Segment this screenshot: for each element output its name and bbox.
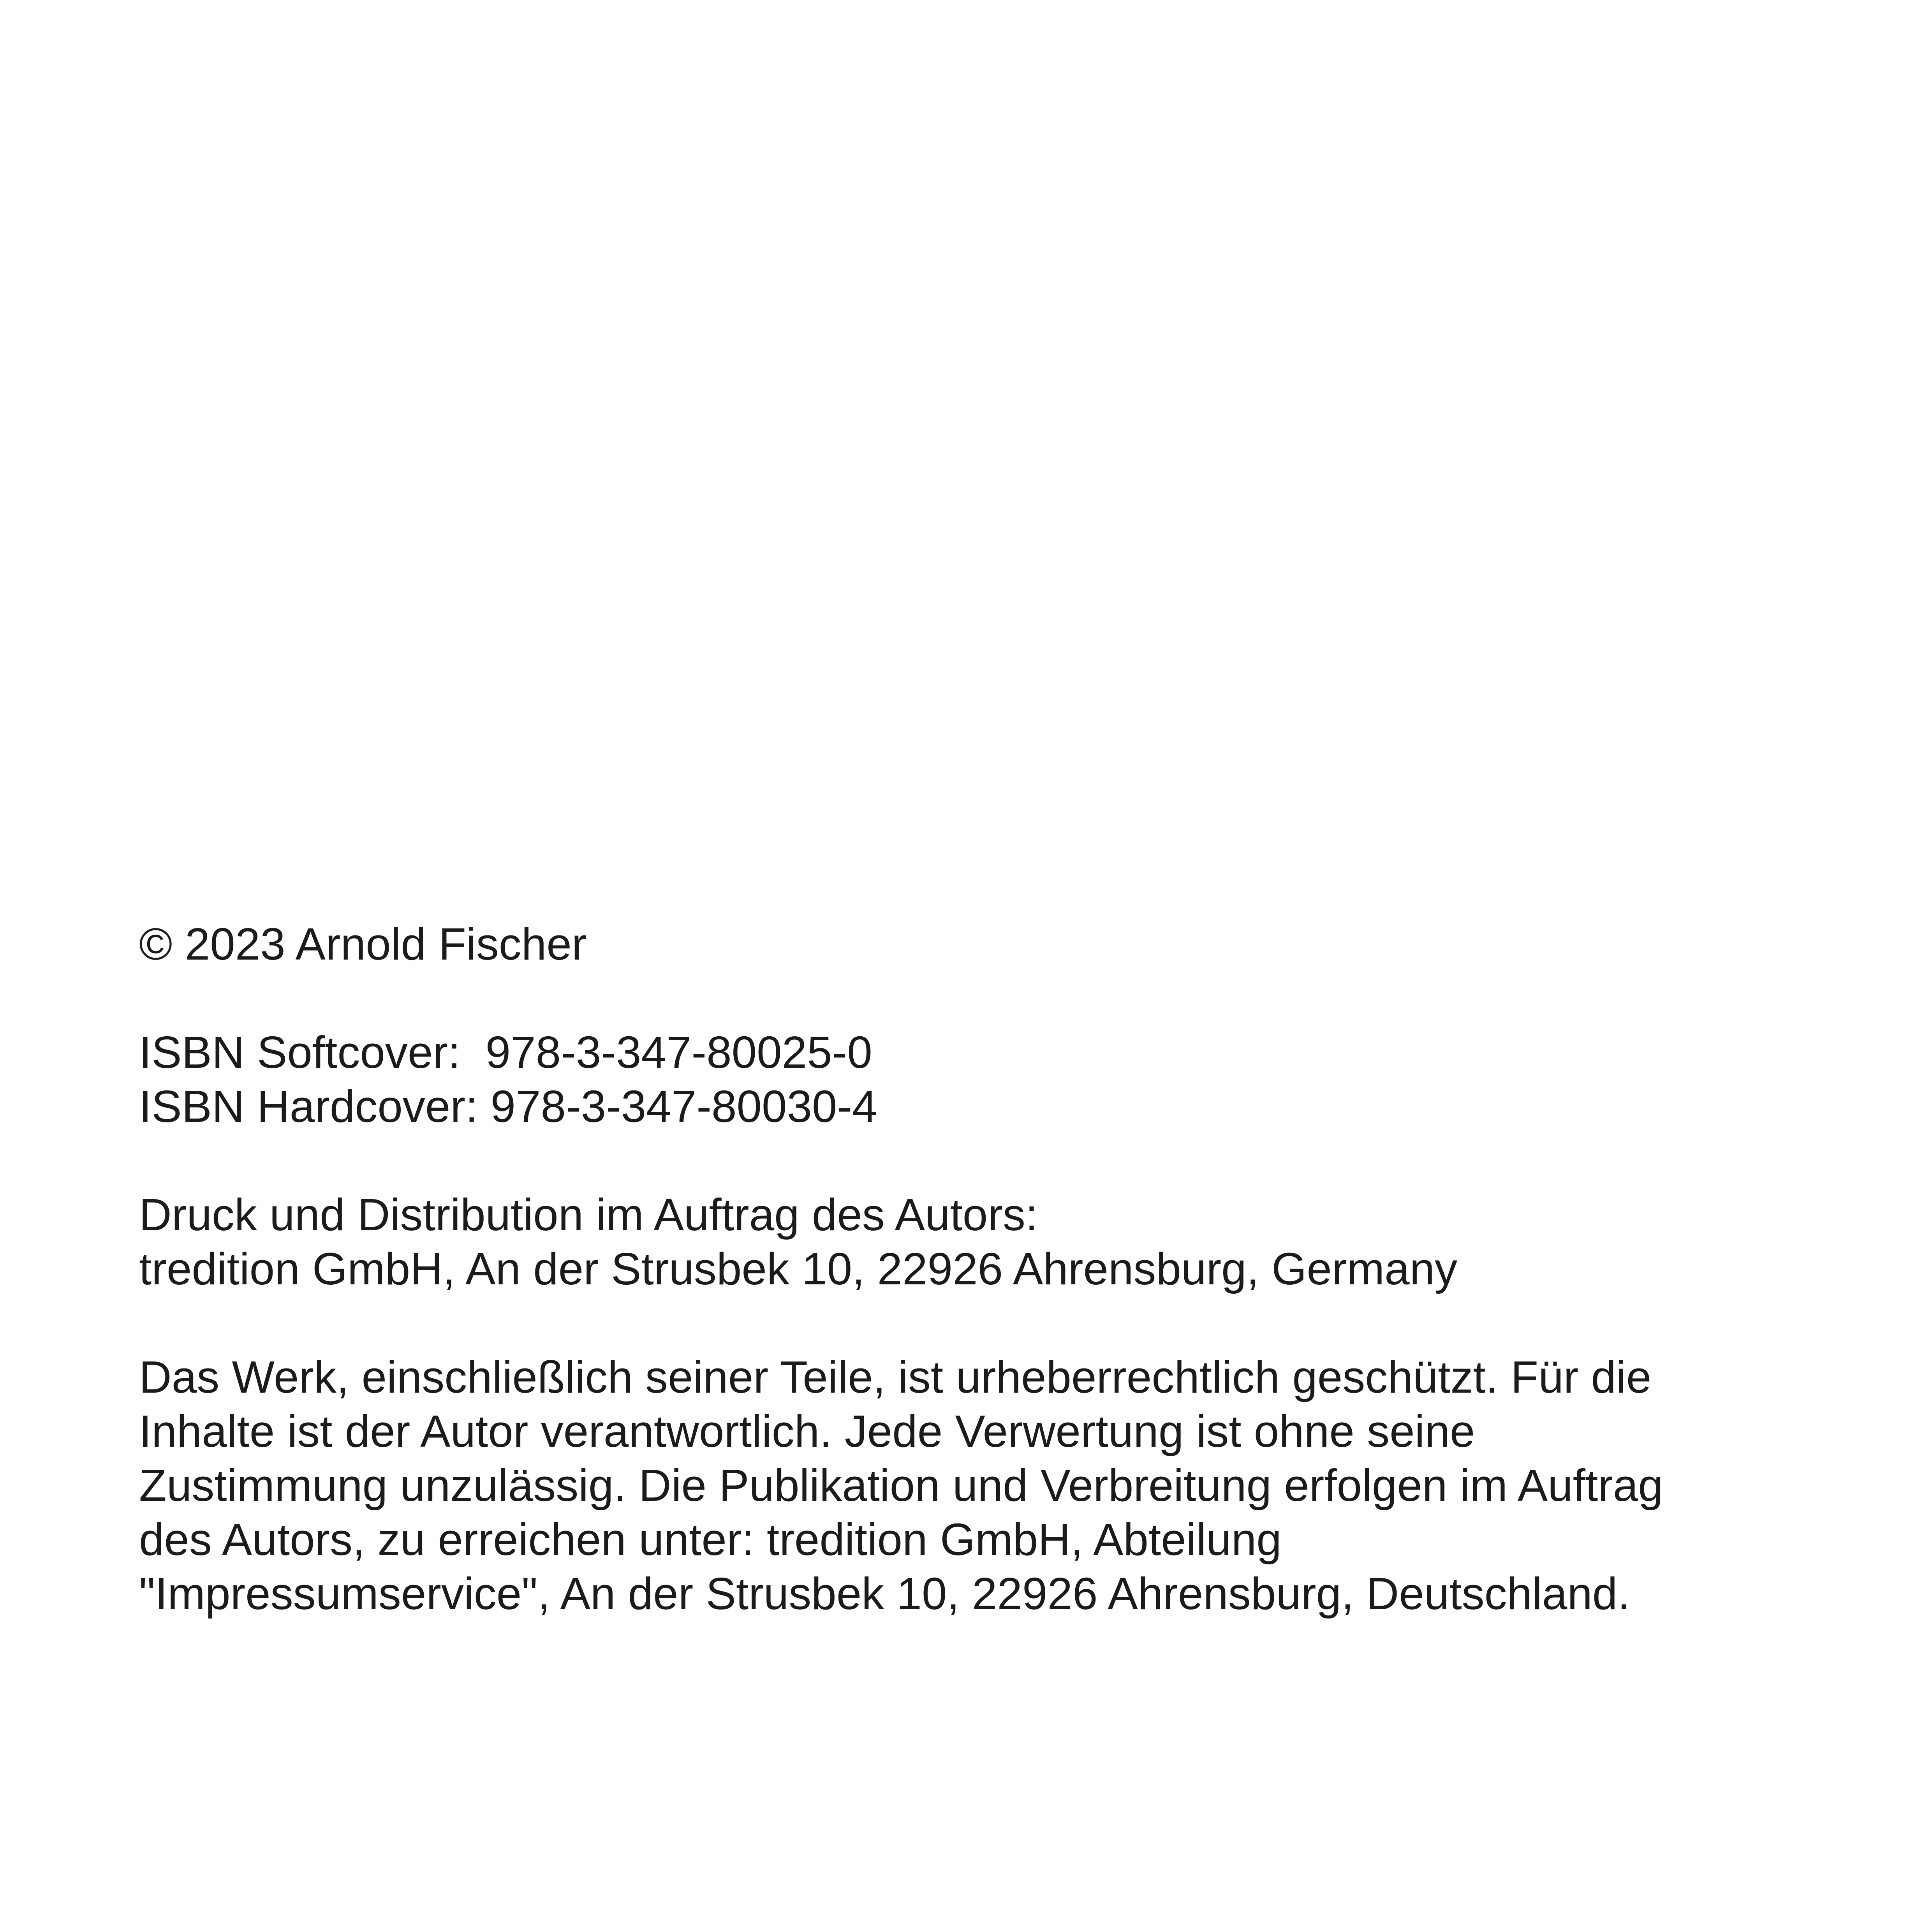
printing-section bbox=[139, 1188, 1814, 1296]
isbn-softcover: ISBN Softcover: 978-3-347-80025-0 bbox=[139, 1027, 872, 1078]
copyright-line: © 2023 Arnold Fischer bbox=[139, 919, 587, 969]
legal-notice-line: des Autors, zu erreichen unter: tredition GmbH, Abteilung bbox=[139, 1514, 1282, 1565]
legal-notice-line: Zustimmung unzulässig. Die Publikation und Verbreitung erfolgen im Auftrag bbox=[139, 1460, 1663, 1511]
printing-line: Druck und Distribution im Auftrag des Autors: bbox=[139, 1189, 1038, 1240]
legal-notice-line: Inhalte ist der Autor verantwortlich. Jede Verwertung ist ohne seine bbox=[139, 1406, 1475, 1456]
printing-address-line: tredition GmbH, An der Strusbek 10, 22926 Ahrensburg, Germany bbox=[139, 1243, 1458, 1294]
copyright-section bbox=[139, 917, 1814, 971]
legal-notice bbox=[139, 1350, 1814, 1621]
isbn-hardcover: ISBN Hardcover: 978-3-347-80030-4 bbox=[139, 1081, 877, 1132]
legal-notice-line: "Impressumservice", An der Strusbek 10, 22926 Ahrensburg, Deutschland. bbox=[139, 1568, 1630, 1619]
imprint-block bbox=[139, 917, 1814, 1621]
legal-notice-line: Das Werk, einschließlich seiner Teile, ist urheberrechtlich geschützt. Für die bbox=[139, 1352, 1652, 1402]
isbn-section bbox=[139, 1025, 1814, 1134]
